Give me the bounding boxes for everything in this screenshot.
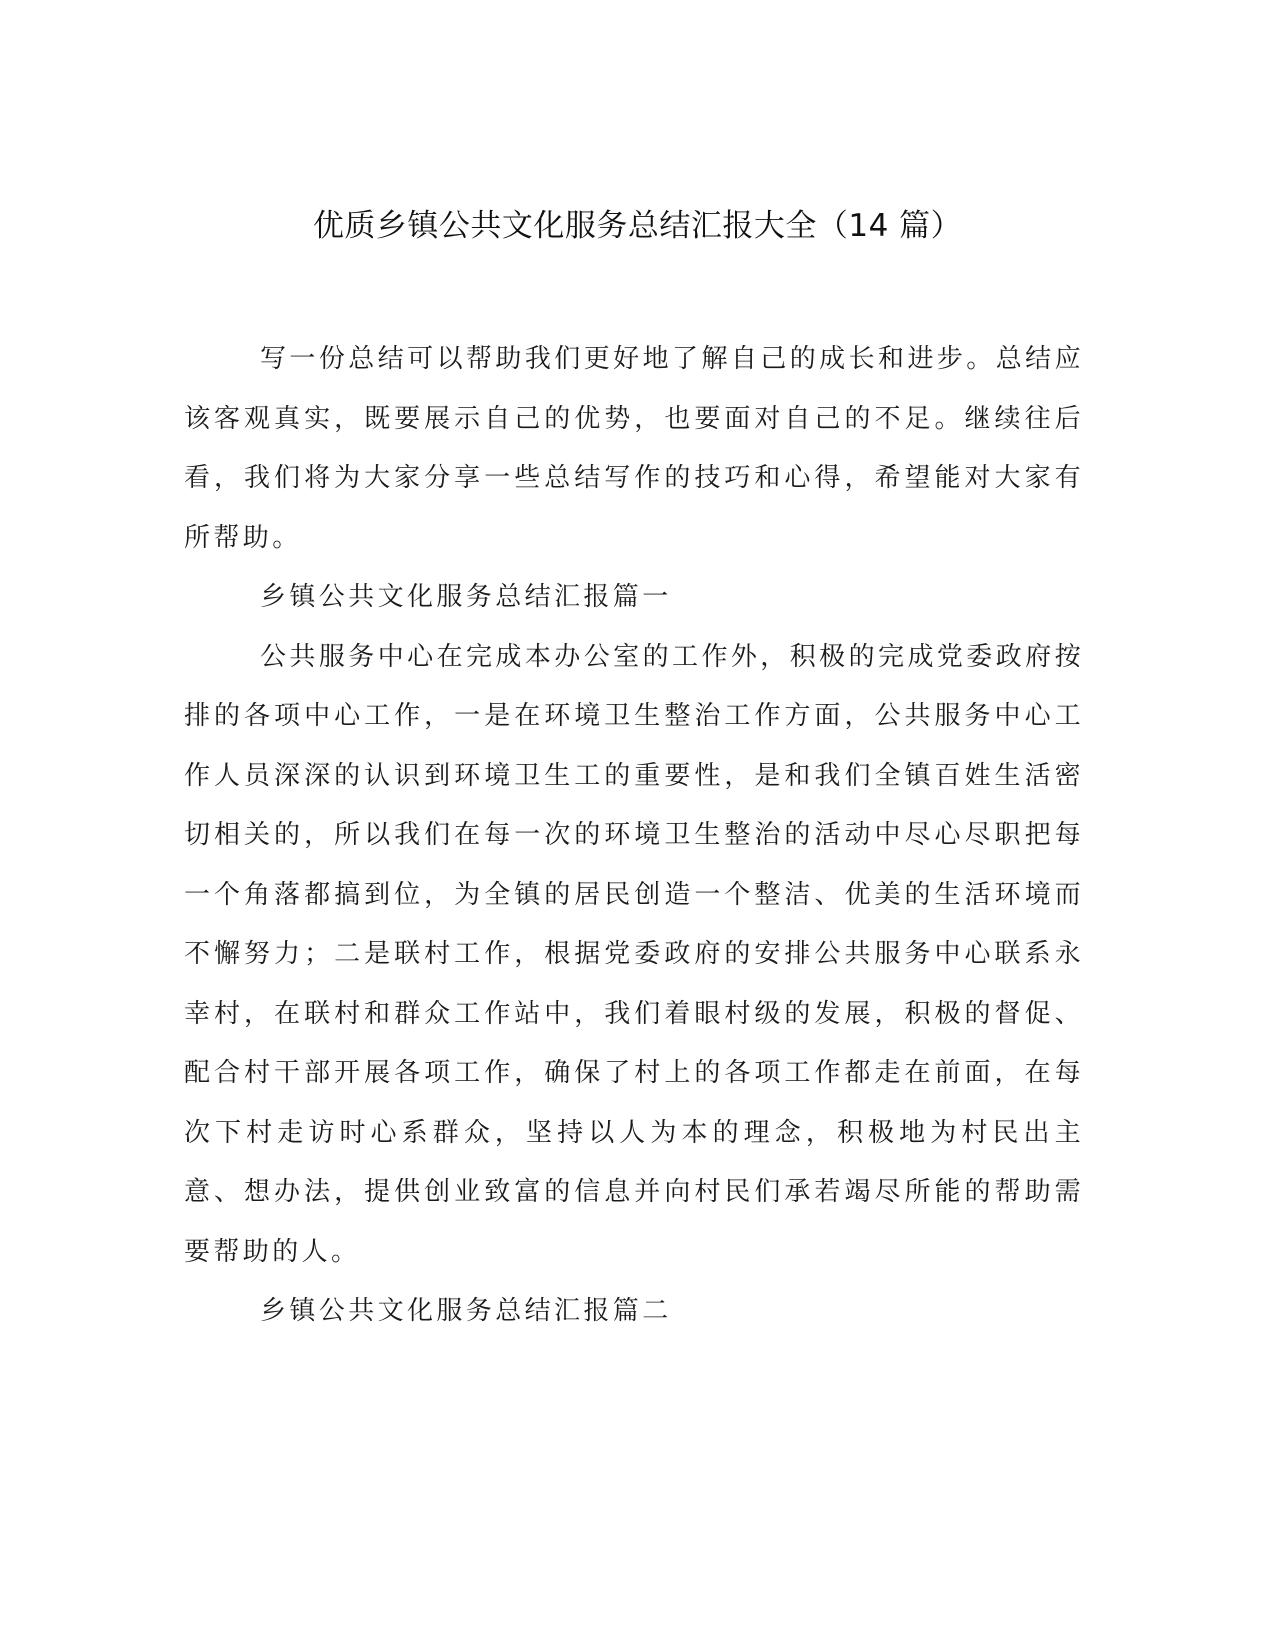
document-body bbox=[184, 330, 1084, 1342]
section-2-heading: 乡镇公共文化服务总结汇报篇二 bbox=[260, 1296, 672, 1326]
section-1-paragraph: 公共服务中心在完成本办公室的工作外，积极的完成党委政府按排的各项中心工作，一是在环境卫生整治工作方面，公共服务中心工作人员深深的认识到环境卫生工的重要性，是和我们全镇百姓生活密切相关的，所以我们在每一次的环境卫生整治的活动中尽心尽职把每一个角落都搞到位，为全镇的居民创造一个整洁、优美的生活环境而不懈努力；二是联村工作，根据党委政府的安排公共服务中心联系永幸村，在联村和群众工作站中，我们着眼村级的发展，积极的督促、配合村干部开展各项工作，确保了村上的各项工作都走在前面，在每次下村走访时心系群众，坚持以人为本的理念，积极地为村民出主意、想办法，提供创业致富的信息并向村民们承若竭尽所能的帮助需要帮助的人。 bbox=[184, 641, 1084, 1267]
intro-paragraph: 写一份总结可以帮助我们更好地了解自己的成长和进步。总结应该客观真实，既要展示自己的优势，也要面对自己的不足。继续往后看，我们将为大家分享一些总结写作的技巧和心得，希望能对大家有所帮助。 bbox=[184, 344, 1084, 553]
section-1-heading: 乡镇公共文化服务总结汇报篇一 bbox=[260, 582, 672, 612]
document-title: 优质乡镇公共文化服务总结汇报大全（14 篇） bbox=[312, 208, 963, 244]
